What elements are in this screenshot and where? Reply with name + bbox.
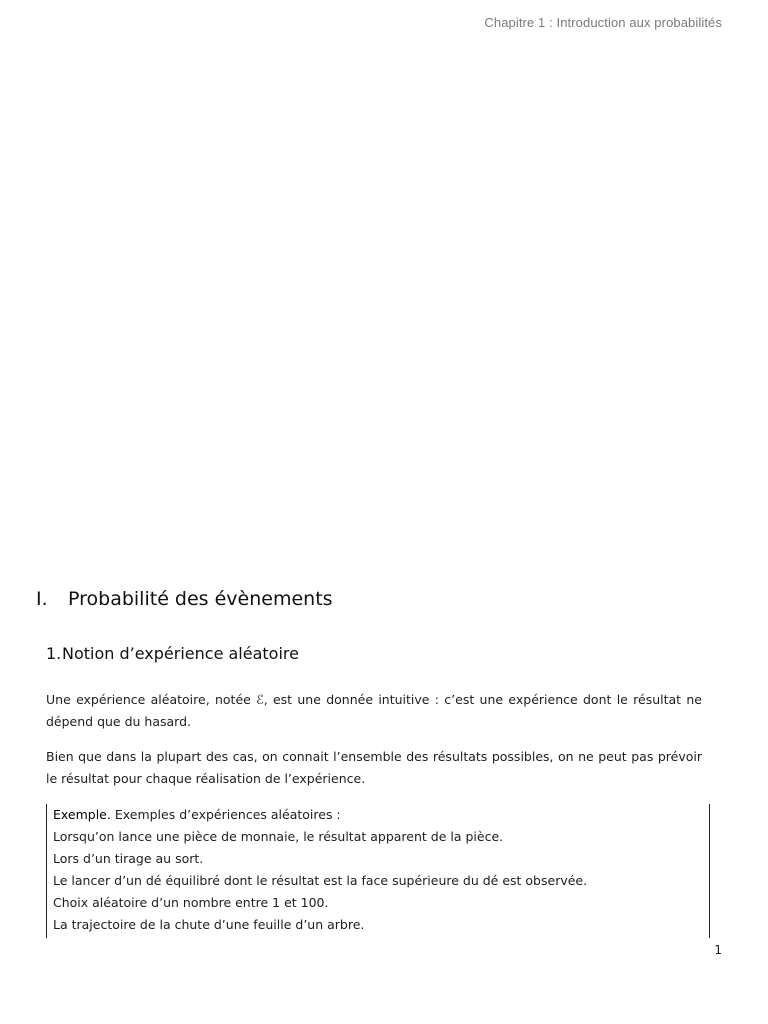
subsection-number: 1. — [46, 644, 62, 663]
example-box — [46, 804, 710, 938]
example-item: Lors d’un tirage au sort. — [53, 851, 204, 866]
subsection-title: Notion d’expérience aléatoire — [62, 644, 299, 663]
example-intro-line — [53, 804, 709, 826]
paragraph-definition: Une expérience aléatoire, notée ℰ, est une donnée intuitive : c’est une expérience dont le résultat ne dépend que du hasard. — [46, 692, 702, 729]
example-item: Choix aléatoire d’un nombre entre 1 et 100. — [53, 895, 329, 910]
example-item: Lorsqu’on lance une pièce de monnaie, le résultat apparent de la pièce. — [53, 829, 504, 844]
running-header: Chapitre 1 : Introduction aux probabilités — [484, 15, 722, 30]
example-item: La trajectoire de la chute d’une feuille d’un arbre. — [53, 917, 365, 932]
example-label: Exemple. — [53, 807, 111, 822]
section-number: I. — [36, 588, 48, 610]
example-intro: Exemples d’expériences aléatoires : — [114, 807, 341, 822]
example-item: Le lancer d’un dé équilibré dont le résultat est la face supérieure du dé est observée. — [53, 873, 588, 888]
page-number: 1 — [714, 943, 722, 957]
paragraph-explanation: Bien que dans la plupart des cas, on connait l’ensemble des résultats possibles, on ne peut pas prévoir le résultat pour chaque réalisation de l’expérience. — [46, 749, 702, 786]
section-heading — [36, 588, 333, 610]
section-title: Probabilité des évènements — [68, 588, 333, 610]
subsection-heading — [46, 644, 299, 663]
